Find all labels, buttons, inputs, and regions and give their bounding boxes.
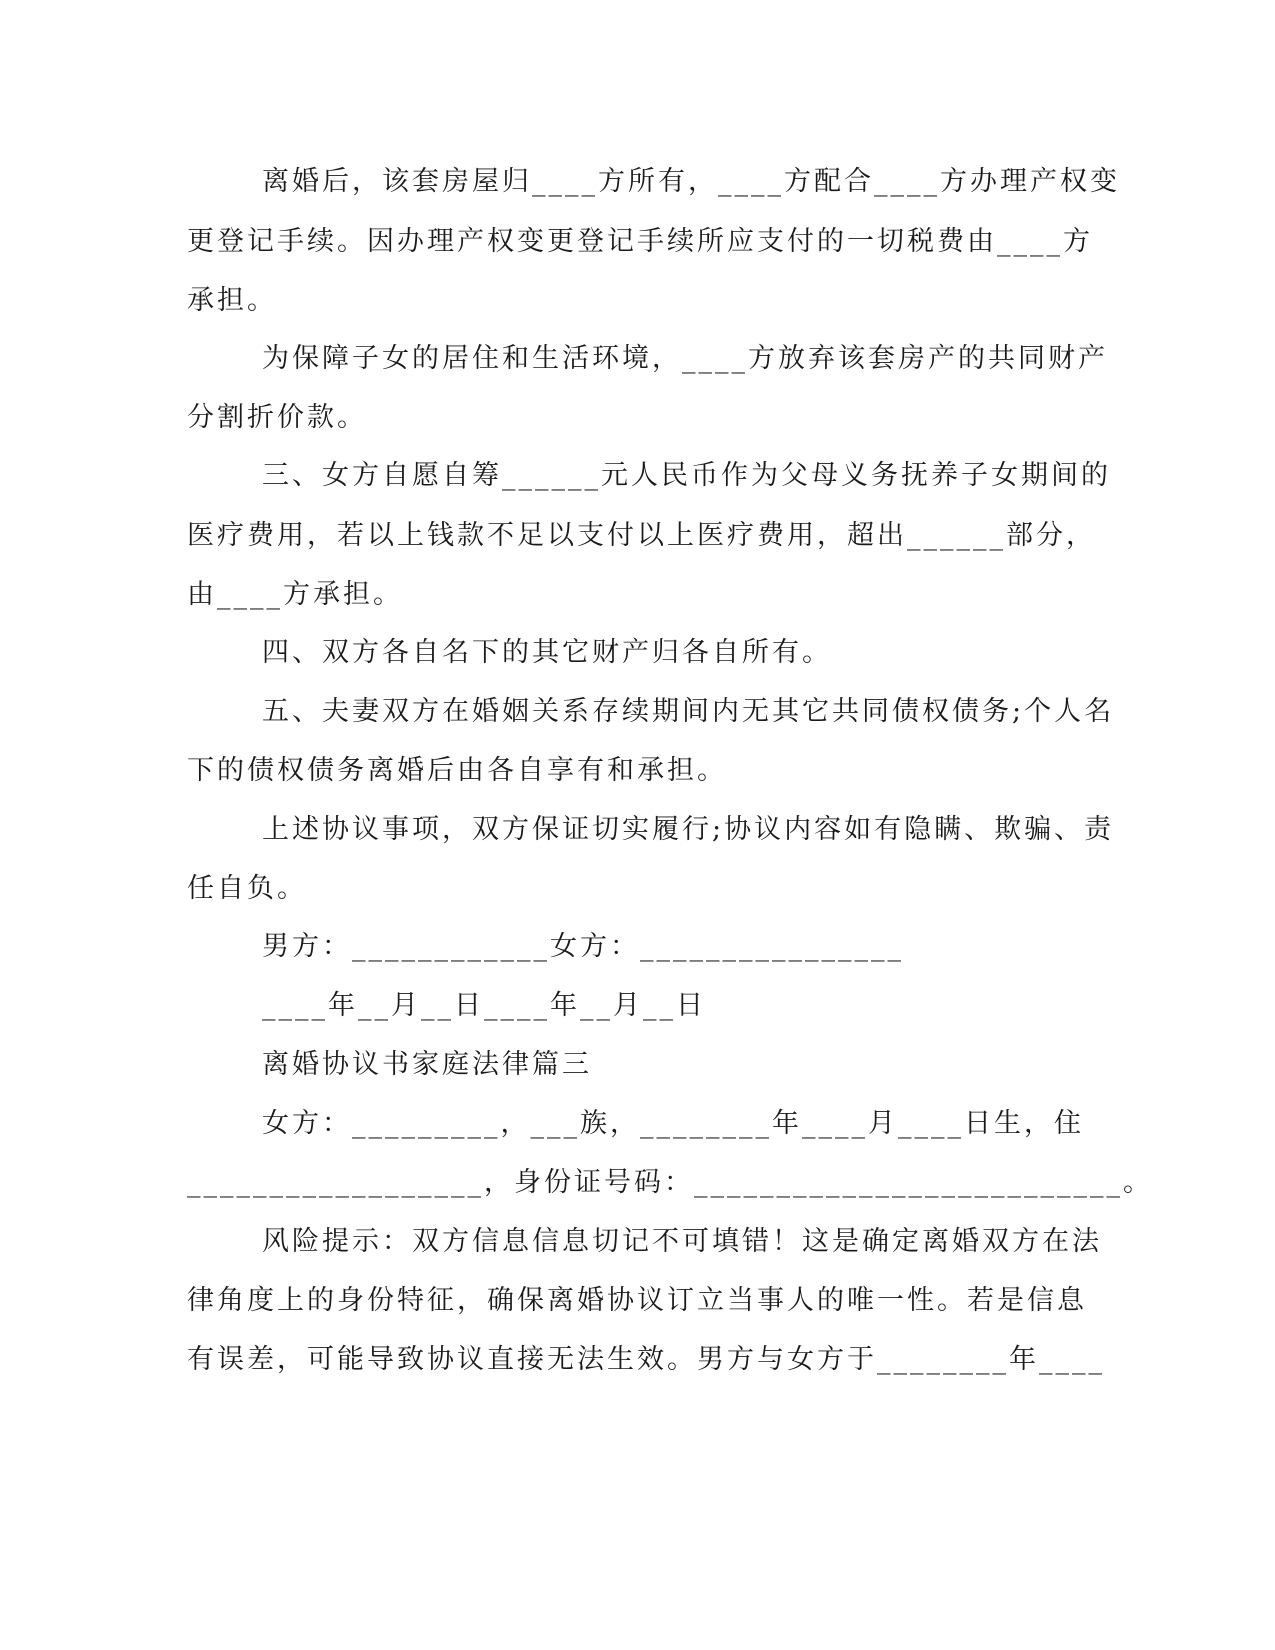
- paragraph-line: 律角度上的身份特征，确保离婚协议订立当事人的唯一性。若是信息: [187, 1285, 1087, 1316]
- paragraph-line: 下的债权债务离婚后由各自享有和承担。: [187, 755, 727, 786]
- paragraph-line: 离婚后，该套房屋归____方所有，____方配合____方办理产权变: [262, 166, 1120, 197]
- paragraph-line: 女方：_________，___族，________年____月____日生，住: [262, 1108, 1084, 1139]
- paragraph-line: 由____方承担。: [187, 579, 403, 610]
- paragraph-line: 承担。: [187, 285, 277, 316]
- paragraph-line: 任自负。: [187, 873, 307, 904]
- date-line: ____年__月__日____年__月__日: [262, 990, 706, 1021]
- paragraph-line: 为保障子女的居住和生活环境，____方放弃该套房产的共同财产: [262, 343, 1108, 374]
- paragraph-line: 四、双方各自名下的其它财产归各自所有。: [262, 637, 832, 668]
- paragraph-line: 分割折价款。: [187, 402, 367, 433]
- paragraph-line: 上述协议事项，双方保证切实履行;协议内容如有隐瞒、欺骗、责: [262, 814, 1115, 845]
- paragraph-line: 有误差，可能导致协议直接无法生效。男方与女方于________年____: [187, 1344, 1105, 1375]
- paragraph-line: 五、夫妻双方在婚姻关系存续期间内无其它共同债权债务;个人名: [262, 696, 1115, 727]
- paragraph-line: 医疗费用，若以上钱款不足以支付以上医疗费用，超出______部分，: [187, 520, 1096, 551]
- paragraph-line: 风险提示：双方信息信息切记不可填错！这是确定离婚双方在法: [262, 1226, 1102, 1257]
- section-heading: 离婚协议书家庭法律篇三: [262, 1049, 592, 1080]
- paragraph-line: 三、女方自愿自筹______元人民币作为父母义务抚养子女期间的: [262, 460, 1111, 491]
- paragraph-line: __________________，身份证号码：__________________________。: [187, 1167, 1153, 1198]
- paragraph-line: 更登记手续。因办理产权变更登记手续所应支付的一切税费由____方: [187, 226, 1093, 257]
- signature-line: 男方：____________女方：________________: [262, 931, 904, 962]
